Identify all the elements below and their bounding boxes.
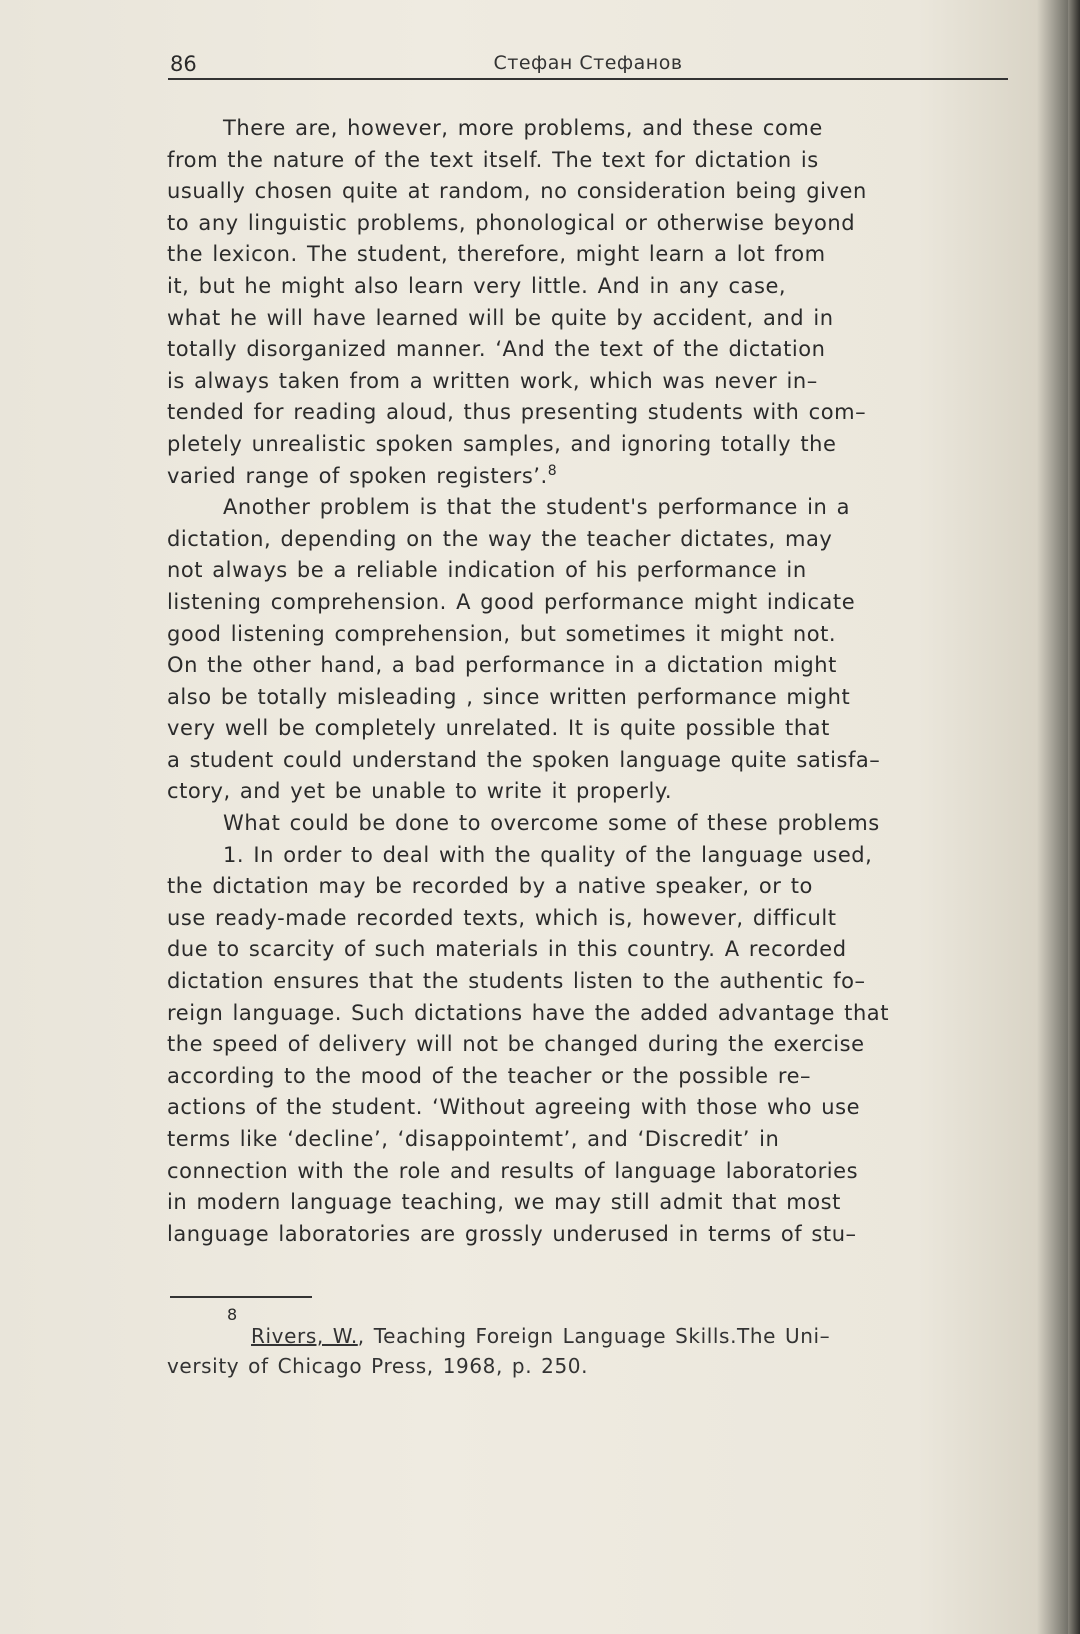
body-text [167,113,1017,1250]
text-line: very well be completely unrelated. It is quite possible that [167,716,830,741]
footnote-author: Rivers, W. [251,1324,358,1348]
text-line: what he will have learned will be quite by accident, and in [167,305,834,330]
text-line: listening comprehension. A good performance might indicate [167,589,856,614]
text-line: connection with the role and results of language laboratories [167,1158,859,1183]
text-line: Another problem is that the student's performance in a [223,495,850,520]
footnote-divider [170,1296,312,1298]
text-line: to any linguistic problems, phonological or otherwise beyond [167,210,856,235]
text-line: ctory, and yet be unable to write it properly. [167,779,673,804]
text-line: On the other hand, a bad performance in a dictation might [167,653,837,678]
text-line: in modern language teaching, we may still admit that most [167,1190,841,1215]
text-line: due to scarcity of such materials in this country. A recorded [167,937,847,962]
text-line: language laboratories are grossly underused in terms of stu– [167,1221,857,1246]
text-line-content: varied range of spoken registers’. [167,463,548,488]
text-line: good listening comprehension, but sometimes it might not. [167,621,837,646]
text-line: the lexicon. The student, therefore, might learn a lot from [167,242,826,267]
text-line: also be totally misleading , since written performance might [167,684,851,709]
running-head-author: Стефан Стефанов [493,52,683,74]
text-line: usually chosen quite at random, no consideration being given [167,179,867,204]
text-line: pletely unrealistic spoken samples, and ignoring totally the [167,431,837,456]
text-line: actions of the student. ‘Without agreeing with those who use [167,1095,861,1120]
text-line: reign language. Such dictations have the added advantage that [167,1000,890,1025]
text-line: 1. In order to deal with the quality of the language used, [223,842,873,867]
text-line: the dictation may be recorded by a native speaker, or to [167,874,813,899]
text-line: terms like ‘decline’, ‘disappointemt’, and ‘Discredit’ in [167,1127,780,1151]
text-line: use ready-made recorded texts, which is, however, difficult [167,905,837,930]
footnote-citation: , Teaching Foreign Language Skills.The Uni– [357,1324,831,1348]
footnote-number: 8 [227,1305,238,1324]
text-line: according to the mood of the teacher or the possible re– [167,1063,812,1088]
page-number: 86 [170,52,197,76]
footnote-line: versity of Chicago Press, 1968, p. 250. [167,1354,589,1378]
text-line: dictation, depending on the way the teacher dictates, may [167,526,833,551]
footnote [167,1305,1017,1381]
text-line: dictation ensures that the students listen to the authentic fo– [167,969,866,994]
text-line-with-footnote-ref [167,461,1017,493]
book-spine-edge [1068,0,1080,1634]
footnote-reference[interactable]: 8 [547,462,558,479]
text-line: the speed of delivery will not be changed during the exercise [167,1032,865,1057]
text-line: totally disorganized manner. ‘And the text of the dictation [167,337,826,362]
footnote-line [167,1305,1017,1351]
page-header [168,50,1008,80]
text-line: from the nature of the text itself. The text for dictation is [167,147,819,172]
text-line: not always be a reliable indication of his performance in [167,558,807,583]
text-line: What could be done to overcome some of these problems [223,811,880,836]
text-line: is always taken from a written work, which was never in– [167,368,818,393]
text-line: a student could understand the spoken language quite satisfa– [167,747,881,772]
text-line: it, but he might also learn very little. And in any case, [167,273,787,298]
text-line: There are, however, more problems, and these come [223,116,823,140]
text-line: tended for reading aloud, thus presenting students with com– [167,400,867,425]
